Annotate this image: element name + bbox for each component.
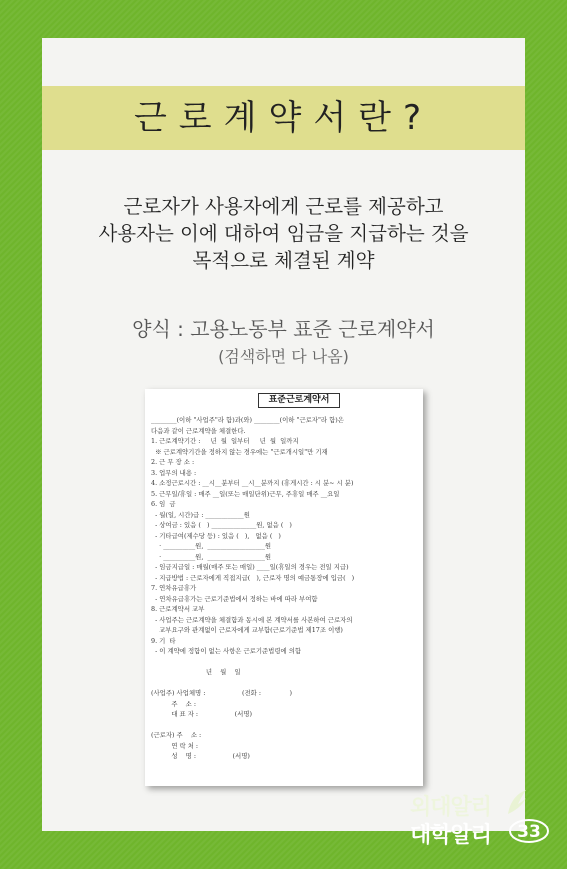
document-line: - 연차유급휴가는 근로기준법에서 정하는 바에 따라 부여함 <box>151 594 318 603</box>
content-card <box>42 38 525 831</box>
document-line: 년 월 일 <box>151 668 241 676</box>
document-line: - 상여금 : 있음 ( ) ______________원, 없음 ( ) <box>151 521 292 529</box>
document-line: 교부요구와 관계없이 근로자에게 교부함(근로기준법 제17조 이행) <box>151 626 343 634</box>
document-line: - 사업주는 근로계약을 체결함과 동시에 본 계약서를 사본하여 근로자의 <box>151 615 353 624</box>
document-line: - 기타급여(제수당 등) : 있음 ( ), 없음 ( ) <box>151 531 281 540</box>
document-line: 2. 근 무 장 소 : <box>151 458 195 466</box>
document-line: 성 명 : (서명) <box>151 752 250 760</box>
document-line: 주 소 : <box>151 699 196 708</box>
definition-text <box>42 193 525 274</box>
form-search-note: (검색하면 다 나옴) <box>218 347 349 366</box>
document-line: 7. 연차유급휴가 <box>151 584 197 592</box>
document-line: - 지급방법 : 근로자에게 직접지급( ), 근로자 명의 예금통장에 입금( ) <box>151 573 355 582</box>
document-line: 연 락 처 : <box>151 741 199 750</box>
document-line: - 이 계약에 정함이 없는 사항은 근로기준법령에 의함 <box>151 647 302 655</box>
title-banner <box>42 86 525 150</box>
document-line: 5. 근무일/휴일 : 매주 __일(또는 매일단위)근무, 주휴일 매주 __요일 <box>151 489 340 498</box>
brand-logo <box>410 790 560 850</box>
document-line: - 임금지급일 : 매월(매주 또는 매일) ____일(휴일의 경우는 전일 지급) <box>151 563 349 571</box>
document-line: 9. 기 타 <box>151 636 176 645</box>
document-line: 3. 업무의 내용 : <box>151 468 197 477</box>
document-line <box>151 720 419 731</box>
document-line: · __________원, __________________원 <box>151 552 272 561</box>
wing-icon <box>506 788 528 816</box>
document-title: 표준근로계약서 <box>258 393 340 408</box>
logo-line-1: 외대알리 <box>410 795 492 820</box>
document-line: 6. 임 금 <box>151 500 176 508</box>
document-line: 4. 소정근로시간 : __시__분부터 __시__분까지 (휴게시간 : 시 분~ 시 분) <box>151 479 354 487</box>
document-line: ________(이하 "사업주"라 함)과(와) ________(이하 "근로자"라 함)은 <box>151 416 344 424</box>
definition-line: 근로자가 사용자에게 근로를 제공하고 <box>123 195 444 218</box>
document-line: 1. 근로계약기간 : 년 월 일부터 년 월 일까지 <box>151 437 299 445</box>
logo-line-2: 대학알리 <box>410 823 492 848</box>
document-line <box>151 678 419 689</box>
document-line: 대 표 자 : (서명) <box>151 710 252 718</box>
document-line: ※ 근로계약기간을 정하지 않는 경우에는 "근로개시일"만 기재 <box>151 447 328 456</box>
document-line: · __________원, __________________원 <box>151 542 272 550</box>
form-source-label: 양식 : 고용노동부 표준 근로계약서 <box>132 317 435 341</box>
definition-line: 목적으로 체결된 계약 <box>192 249 375 272</box>
contract-document-image <box>145 389 423 786</box>
document-body <box>151 415 419 762</box>
logo-number: 33 <box>517 822 541 842</box>
page-title: 근로계약서란? <box>133 98 434 138</box>
logo-number-badge <box>508 818 550 844</box>
document-line: (근로자) 주 소 : <box>151 731 202 739</box>
document-line: 다음과 같이 근로계약을 체결한다. <box>151 426 246 435</box>
document-line <box>151 657 419 668</box>
document-line: 8. 근로계약서 교부 <box>151 605 205 613</box>
document-line: (사업주) 사업체명 : (전화 : ) <box>151 689 292 697</box>
definition-line: 사용자는 이에 대하여 임금을 지급하는 것을 <box>98 222 469 245</box>
document-line: - 월(일, 시간)급 : ____________원 <box>151 510 250 519</box>
